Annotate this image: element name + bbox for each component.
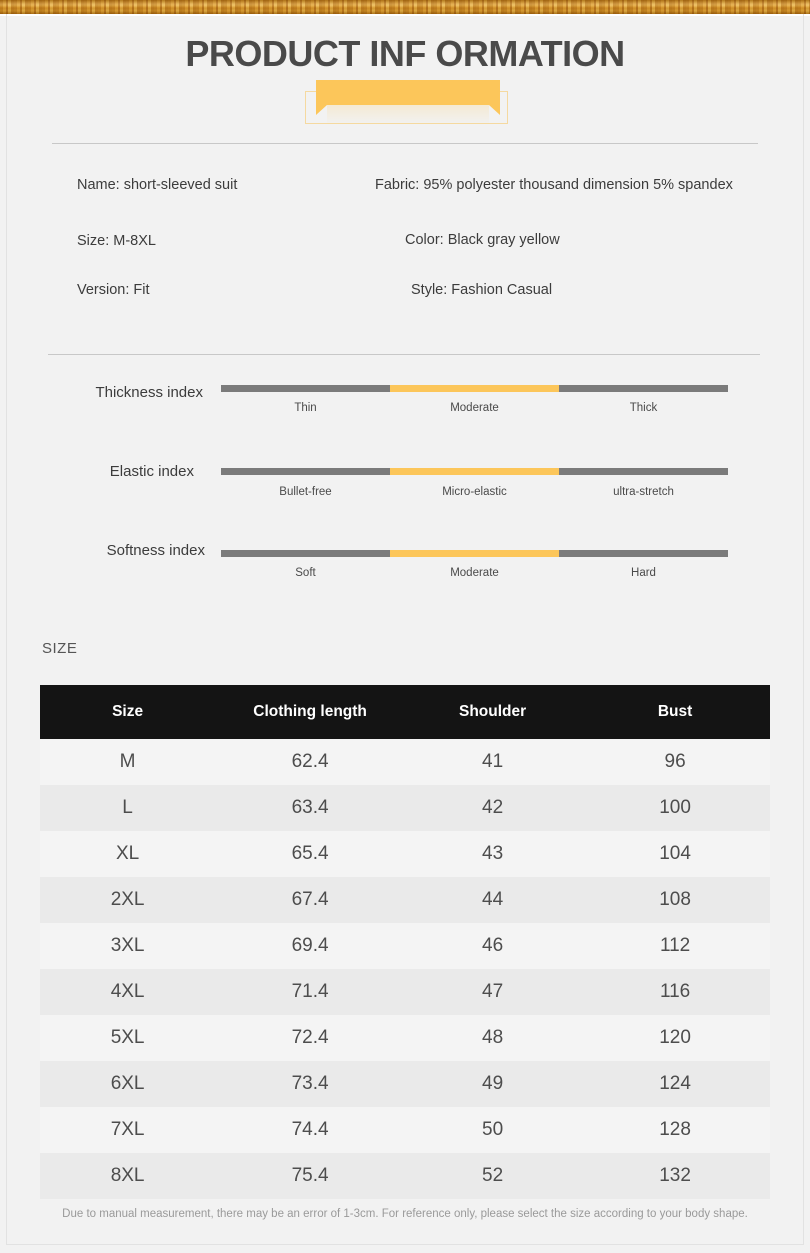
cell-shoulder: 49	[405, 1061, 580, 1107]
border-edge-highlight	[0, 14, 810, 16]
page-frame-right	[803, 14, 804, 1244]
divider-middle	[48, 354, 760, 355]
cell-bust: 132	[580, 1153, 770, 1199]
size-table-body	[40, 739, 770, 1199]
cell-shoulder: 42	[405, 785, 580, 831]
page-frame-bottom	[6, 1244, 804, 1245]
bar-segment-middle	[390, 550, 559, 557]
index-bar-thickness	[221, 385, 728, 392]
column-header-clothing-length: Clothing length	[215, 685, 405, 739]
index-levels-softness	[221, 567, 728, 579]
index-level-low: Thin	[294, 402, 317, 414]
bar-segment-low	[221, 550, 390, 557]
gold-border-shading	[0, 0, 810, 14]
bar-segment-low	[221, 385, 390, 392]
ribbon-tail-left	[316, 105, 327, 115]
cell-clothing-length: 75.4	[215, 1153, 405, 1199]
cell-clothing-length: 62.4	[215, 739, 405, 785]
divider-top	[52, 143, 758, 144]
bar-segment-middle	[390, 385, 559, 392]
cell-clothing-length: 71.4	[215, 969, 405, 1015]
cell-size: 7XL	[40, 1107, 215, 1153]
gold-pattern-border	[0, 0, 810, 14]
size-table-head	[40, 685, 770, 739]
table-row	[40, 877, 770, 923]
cell-clothing-length: 74.4	[215, 1107, 405, 1153]
spec-color-right: Color: Black gray yellow	[405, 232, 560, 248]
size-chart-table	[40, 685, 770, 1199]
cell-shoulder: 44	[405, 877, 580, 923]
page-title: PRODUCT INF ORMATION	[185, 33, 625, 74]
bar-segment-high	[559, 550, 728, 557]
cell-size: 2XL	[40, 877, 215, 923]
cell-size: 4XL	[40, 969, 215, 1015]
cell-shoulder: 50	[405, 1107, 580, 1153]
cell-bust: 108	[580, 877, 770, 923]
column-header-bust: Bust	[580, 685, 770, 739]
cell-bust: 116	[580, 969, 770, 1015]
table-header-row	[40, 685, 770, 739]
cell-shoulder: 48	[405, 1015, 580, 1061]
spec-size-left: Size: M-8XL	[77, 233, 156, 249]
bar-segment-high	[559, 468, 728, 475]
page-frame-left	[6, 14, 7, 1244]
cell-clothing-length: 73.4	[215, 1061, 405, 1107]
spec-name-left: Name: short-sleeved suit	[77, 177, 238, 193]
index-level-middle: Micro-elastic	[442, 486, 507, 498]
table-row	[40, 1107, 770, 1153]
cell-clothing-length: 63.4	[215, 785, 405, 831]
index-level-low: Bullet-free	[279, 486, 332, 498]
spec-version-left: Version: Fit	[77, 282, 150, 298]
cell-size: L	[40, 785, 215, 831]
table-row	[40, 1061, 770, 1107]
table-row	[40, 739, 770, 785]
cell-shoulder: 52	[405, 1153, 580, 1199]
ribbon-banner	[316, 80, 500, 105]
cell-clothing-length: 72.4	[215, 1015, 405, 1061]
cell-size: XL	[40, 831, 215, 877]
cell-bust: 104	[580, 831, 770, 877]
cell-bust: 112	[580, 923, 770, 969]
cell-shoulder: 47	[405, 969, 580, 1015]
index-level-high: Hard	[631, 567, 656, 579]
cell-shoulder: 41	[405, 739, 580, 785]
index-label-thickness: Thickness index	[95, 384, 203, 401]
table-row	[40, 785, 770, 831]
spec-fabric-right: Fabric: 95% polyester thousand dimension 5% spandex	[375, 177, 733, 193]
spec-style-right: Style: Fashion Casual	[411, 282, 553, 298]
bar-segment-middle	[390, 468, 559, 475]
index-levels-thickness	[221, 402, 728, 414]
index-levels-elastic	[221, 486, 728, 498]
cell-size: 5XL	[40, 1015, 215, 1061]
cell-bust: 128	[580, 1107, 770, 1153]
cell-size: 6XL	[40, 1061, 215, 1107]
column-header-size: Size	[40, 685, 215, 739]
ribbon-glow	[327, 105, 489, 125]
index-label-softness: Softness index	[106, 542, 205, 559]
ribbon-tail-right	[489, 105, 500, 115]
cell-clothing-length: 65.4	[215, 831, 405, 877]
index-level-middle: Moderate	[450, 402, 499, 414]
column-header-shoulder: Shoulder	[405, 685, 580, 739]
cell-bust: 96	[580, 739, 770, 785]
bar-segment-high	[559, 385, 728, 392]
table-row	[40, 969, 770, 1015]
table-row	[40, 923, 770, 969]
index-level-low: Soft	[295, 567, 316, 579]
index-bar-elastic	[221, 468, 728, 475]
cell-bust: 120	[580, 1015, 770, 1061]
measurement-disclaimer: Due to manual measurement, there may be an error of 1-3cm. For reference only, please select the size according to your body shape.	[62, 1208, 748, 1220]
cell-shoulder: 43	[405, 831, 580, 877]
table-row	[40, 831, 770, 877]
cell-bust: 124	[580, 1061, 770, 1107]
cell-size: M	[40, 739, 215, 785]
cell-clothing-length: 69.4	[215, 923, 405, 969]
cell-bust: 100	[580, 785, 770, 831]
table-row	[40, 1015, 770, 1061]
cell-size: 3XL	[40, 923, 215, 969]
index-level-high: ultra-stretch	[613, 486, 674, 498]
index-label-elastic: Elastic index	[109, 463, 194, 480]
index-bar-softness	[221, 550, 728, 557]
cell-clothing-length: 67.4	[215, 877, 405, 923]
cell-shoulder: 46	[405, 923, 580, 969]
size-section-caption: SIZE	[42, 640, 78, 657]
bar-segment-low	[221, 468, 390, 475]
cell-size: 8XL	[40, 1153, 215, 1199]
table-row	[40, 1153, 770, 1199]
index-level-middle: Moderate	[450, 567, 499, 579]
index-level-high: Thick	[629, 402, 658, 414]
